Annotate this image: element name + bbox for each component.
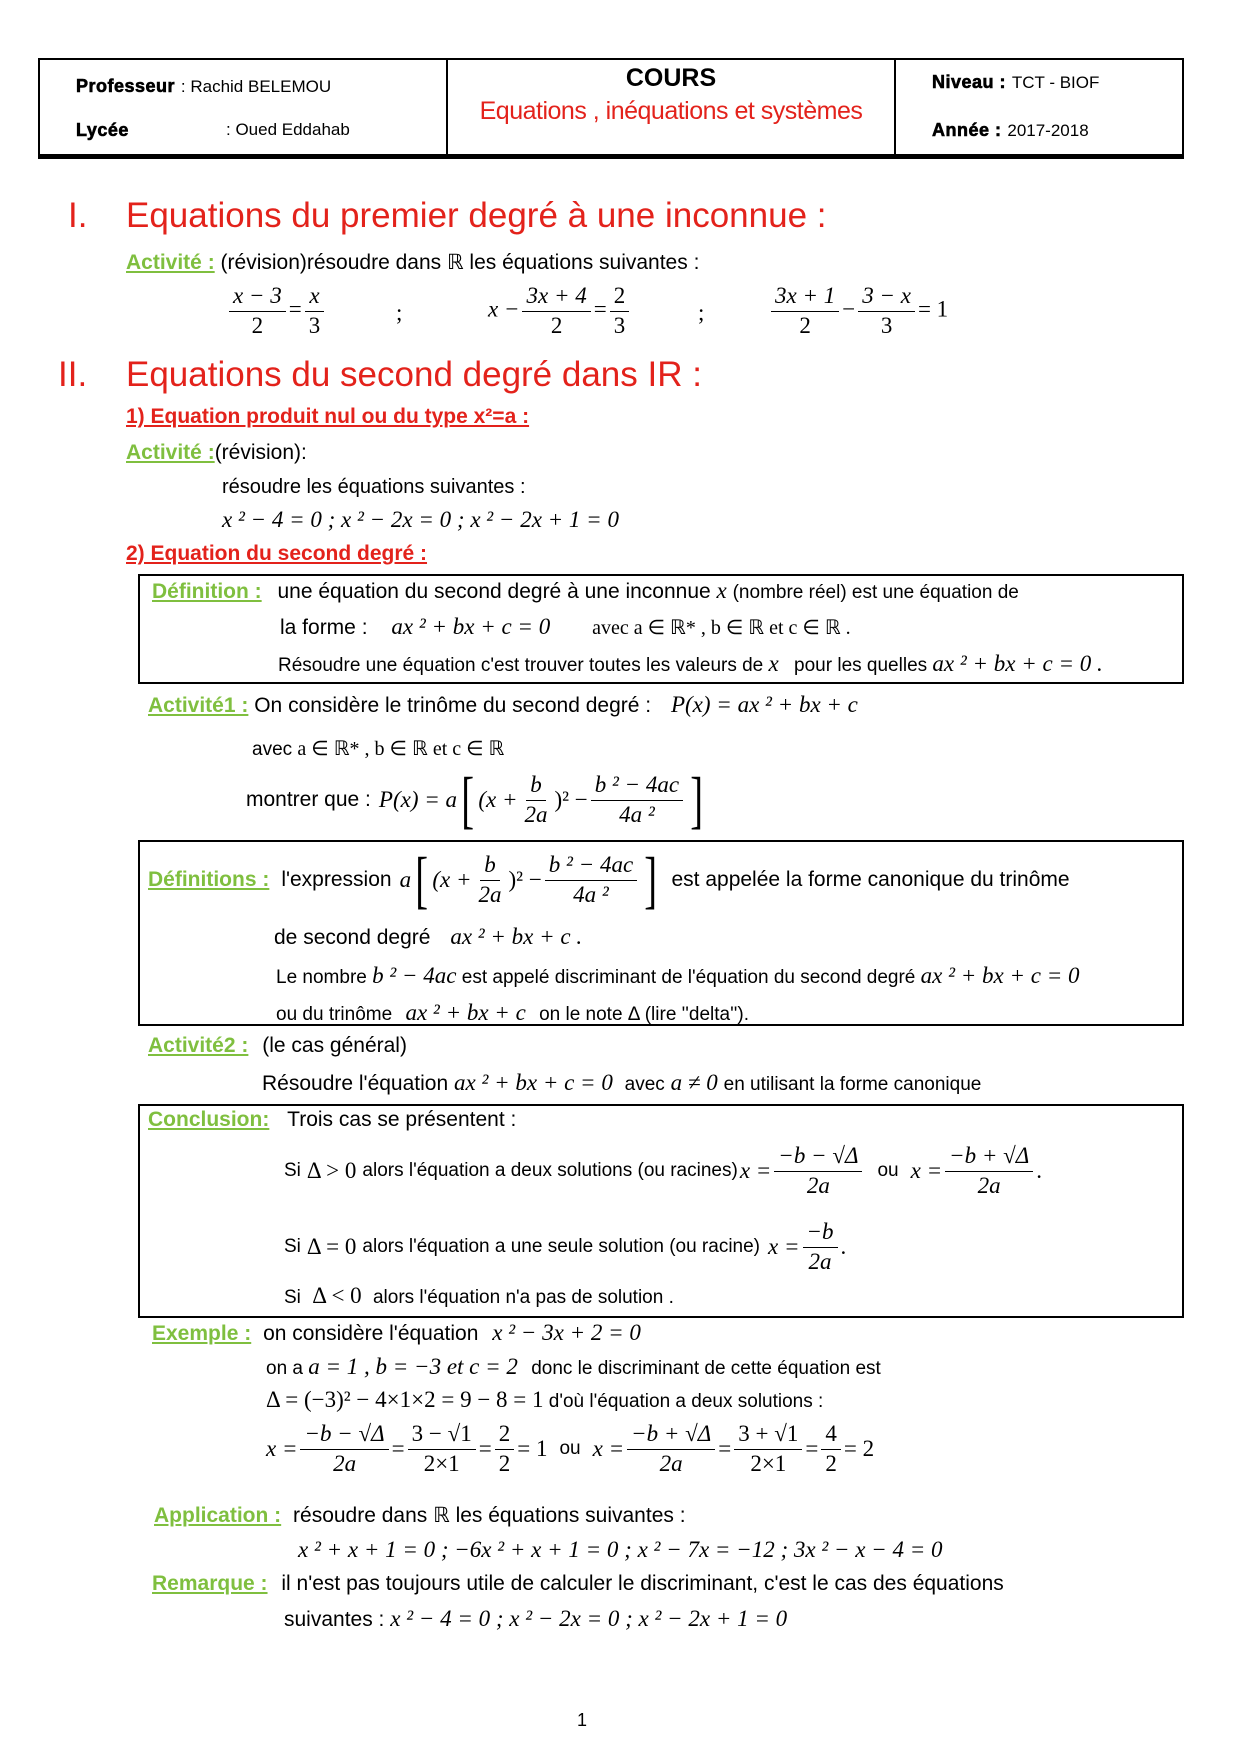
section2-title: Equations du second degré dans IR : bbox=[126, 355, 702, 394]
section1-eq1: $\frac{x - 3}{2}$ = $\frac{x}{3}$ bbox=[226, 282, 327, 341]
definitions-label: Définitions : bbox=[148, 868, 270, 891]
remarque-equations: x ² − 4 = 0 ; x ² − 2x = 0 ; x ² − 2x + 1 = 0 bbox=[390, 1606, 788, 1631]
definitions-text4b: on le note Δ (lire ''delta''). bbox=[539, 1004, 749, 1025]
activite1-label: Activité1 : bbox=[148, 694, 249, 717]
header-left-cell bbox=[38, 58, 448, 156]
exemple-coefficients: a = 1 , b = −3 et c = 2 bbox=[308, 1354, 518, 1379]
exemple-text: on considère l'équation bbox=[263, 1322, 479, 1345]
section2-number: II. bbox=[58, 355, 88, 394]
activite2-condition: a ≠ 0 bbox=[670, 1070, 718, 1095]
definition-text3b: pour les quelles bbox=[794, 655, 928, 676]
exemple-label: Exemple : bbox=[152, 1322, 252, 1345]
activite1-show: montrer que : bbox=[246, 788, 371, 811]
activite-revision-label: Activité : bbox=[126, 441, 215, 464]
section1-eq3: $\frac{3x + 1}{2}$ − $\frac{3 - x}{3}$ = 1 bbox=[768, 282, 948, 341]
application-label: Application : bbox=[154, 1504, 282, 1527]
activite2-line: Résoudre l'équation bbox=[262, 1072, 449, 1095]
definition-text1: une équation du second degré à une inconnue bbox=[277, 580, 711, 603]
application-equations: x ² + x + 1 = 0 ; −6x ² + x + 1 = 0 ; x ² − 7x = −12 ; 3x ² − x − 4 = 0 bbox=[298, 1537, 943, 1562]
definitions-trinome: ax ² + bx + c . bbox=[450, 924, 583, 949]
activite2-text: (le cas général) bbox=[262, 1034, 407, 1057]
definitions-text1b: est appelée la forme canonique du trinôme bbox=[671, 868, 1070, 891]
exemple-line2b: donc le discriminant de cette équation est bbox=[531, 1358, 881, 1379]
activite1-text: On considère le trinôme du second degré : bbox=[254, 694, 652, 717]
course-title: Equations , inéquations et systèmes bbox=[479, 97, 863, 125]
activite-revision-line: résoudre les équations suivantes : bbox=[222, 476, 526, 498]
professor-value: : Rachid BELEMOU bbox=[180, 77, 332, 96]
annee-key: Année : bbox=[932, 120, 1002, 140]
niveau-key: Niveau : bbox=[932, 72, 1007, 92]
exemple-line3b: d'où l'équation a deux solutions : bbox=[548, 1391, 824, 1412]
lycee-value: : Oued Eddahab bbox=[226, 120, 350, 139]
definition-x: x bbox=[716, 578, 727, 603]
conclusion-case1: Si Δ > 0 alors l'équation a deux solutions (ou racines) x = $\frac{-b - √\Delta}{2a}$ ou x = $\frac{-b + √\Delta}{2a}$ . bbox=[284, 1143, 1043, 1198]
header-center-cell bbox=[446, 58, 896, 156]
professor-key: Professeur bbox=[76, 76, 176, 96]
activite2-label: Activité2 : bbox=[148, 1034, 249, 1057]
lycee-key: Lycée bbox=[76, 120, 129, 140]
conclusion-text: Trois cas se présentent : bbox=[287, 1108, 517, 1131]
definition-form: ax ² + bx + c = 0 bbox=[391, 614, 551, 639]
conclusion-case2: Si Δ = 0 alors l'équation a une seule solution (ou racine) x = $\frac{-b}{2a}$ . bbox=[284, 1219, 847, 1274]
conclusion-case3: Si Δ < 0 alors l'équation n'a pas de solution . bbox=[284, 1283, 674, 1308]
definition-text2: la forme : bbox=[280, 616, 368, 639]
activite1-canonical: montrer que : P(x) = a [ (x + $\frac{b}{2a}$ )² − $\frac{\text{b ² − 4ac}}{\text{4a ²}}$ ] bbox=[246, 764, 704, 835]
activite1-sets: a ∈ ℝ* , b ∈ ℝ et c ∈ ℝ bbox=[297, 738, 505, 760]
remarque-text2: suivantes : bbox=[284, 1608, 385, 1631]
header-bottom-rule bbox=[38, 155, 1184, 159]
activite-revision-equations: x ² − 4 = 0 ; x ² − 2x = 0 ; x ² − 2x + 1 = 0 bbox=[222, 507, 619, 532]
definitions-equation: ax ² + bx + c = 0 bbox=[920, 963, 1080, 988]
definition-label: Définition : bbox=[152, 580, 262, 603]
annee-value: 2017-2018 bbox=[1007, 121, 1089, 140]
exemple-line2a: on a bbox=[266, 1358, 303, 1379]
subsection2-title: 2) Equation du second degré : bbox=[126, 542, 428, 565]
activite1-avec: avec bbox=[252, 739, 293, 760]
definitions-text1: l'expression bbox=[281, 868, 392, 891]
section1-activite-label: Activité : bbox=[126, 251, 215, 274]
remarque-text: il n'est pas toujours utile de calculer le discriminant, c'est le cas des équations bbox=[281, 1572, 1004, 1595]
definitions-text4: ou du trinôme bbox=[276, 1004, 393, 1025]
section1-eq2: x − $\frac{3x + 4}{2}$ = $\frac{2}{3}$ bbox=[488, 282, 632, 341]
definition-form2: ax ² + bx + c = 0 . bbox=[932, 651, 1103, 676]
activite1-poly: P(x) = ax ² + bx + c bbox=[670, 692, 858, 717]
exemple-equation: x ² − 3x + 2 = 0 bbox=[492, 1320, 641, 1345]
application-text: résoudre dans ℝ les équations suivantes : bbox=[293, 1504, 686, 1527]
section1-title: Equations du premier degré à une inconnue : bbox=[126, 196, 827, 235]
section1-number: I. bbox=[68, 196, 88, 235]
niveau-value: TCT - BIOF bbox=[1011, 73, 1100, 92]
activite2-avec: avec bbox=[624, 1074, 665, 1095]
section1-sep2: ; bbox=[698, 300, 705, 325]
definition-avec: avec a ∈ ℝ* , b ∈ ℝ et c ∈ ℝ . bbox=[592, 617, 851, 639]
page-number: 1 bbox=[577, 1710, 588, 1730]
definitions-text3b: est appelé discriminant de l'équation du second degré bbox=[461, 967, 916, 988]
subsection1-title: 1) Equation produit nul ou du type x²=a : bbox=[126, 405, 530, 428]
section1-activite-text: (révision)résoudre dans ℝ les équations suivantes : bbox=[220, 251, 700, 274]
remarque-label: Remarque : bbox=[152, 1572, 268, 1595]
definition-text3: Résoudre une équation c'est trouver toutes les valeurs de bbox=[278, 655, 764, 676]
definition-text1b: (nombre réel) est une équation de bbox=[732, 582, 1019, 603]
conclusion-label: Conclusion: bbox=[148, 1108, 270, 1131]
exemple-solutions: x = $\frac{-b - √\Delta}{2a}$ = $\frac{3 - √1}{2\times 1}$ = $\frac{2}{2}$ = 1 ou x = $\frac{-b + √\Delta}{2a}$ = $\frac{3 + √1}{2\times 1}$ = $\frac{4}{2}$ = 2 bbox=[266, 1421, 875, 1476]
activite2-equation: ax ² + bx + c = 0 bbox=[453, 1070, 613, 1095]
activite2-end: en utilisant la forme canonique bbox=[723, 1074, 982, 1095]
definitions-text2: de second degré bbox=[274, 926, 431, 949]
activite-revision-text: (révision): bbox=[214, 441, 307, 464]
exemple-delta: Δ = (−3)² − 4×1×2 = 9 − 8 = 1 bbox=[266, 1387, 544, 1412]
definitions-text3: Le nombre bbox=[276, 967, 367, 988]
cours-label: COURS bbox=[625, 64, 717, 92]
definitions-trinome2: ax ² + bx + c bbox=[405, 1000, 526, 1025]
definitions-discriminant: b ² − 4ac bbox=[372, 963, 457, 988]
header-right-cell bbox=[894, 58, 1184, 156]
section1-sep1: ; bbox=[396, 300, 403, 325]
